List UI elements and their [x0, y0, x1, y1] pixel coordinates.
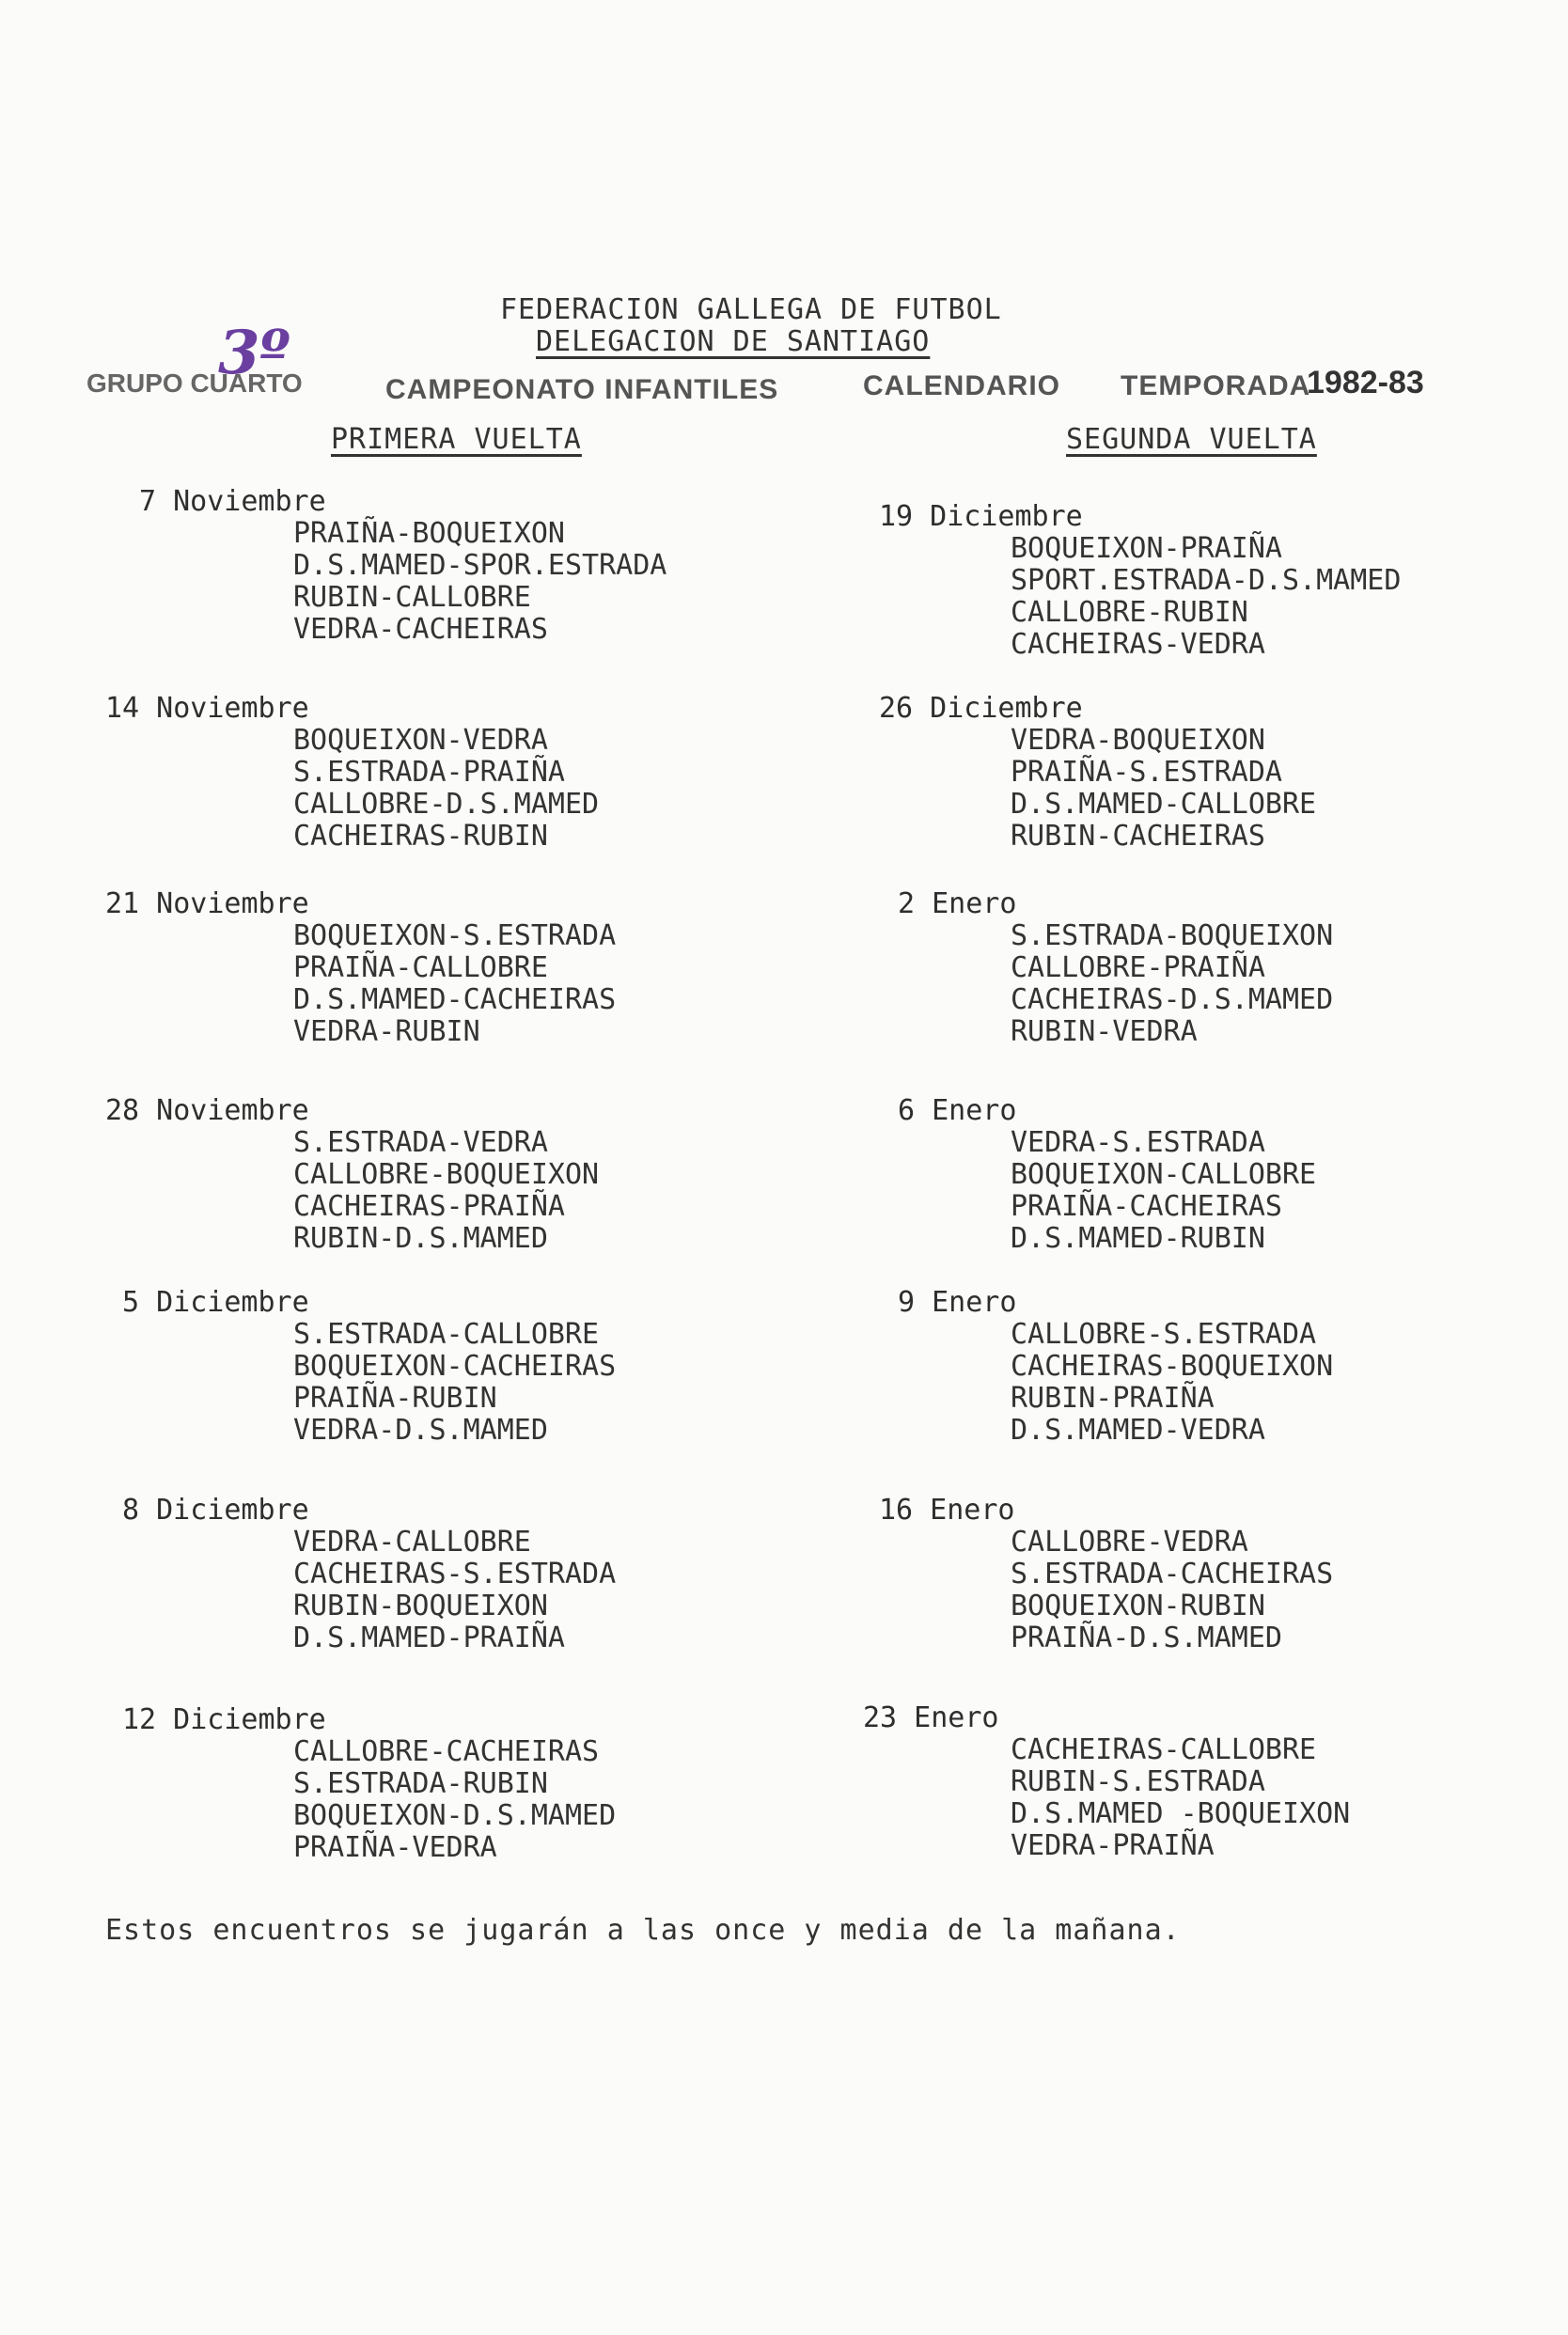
match-list	[293, 1319, 616, 1447]
match-item: RUBIN-S.ESTRADA	[1011, 1765, 1265, 1798]
match-item: RUBIN-VEDRA	[1011, 1015, 1198, 1048]
match-item: PRAIÑA-CALLOBRE	[293, 951, 548, 984]
match-item: D.S.MAMED-CALLOBRE	[1011, 788, 1317, 821]
match-item: BOQUEIXON-RUBIN	[1011, 1590, 1265, 1622]
match-item: RUBIN-CACHEIRAS	[1011, 820, 1265, 853]
match-item: CALLOBRE-BOQUEIXON	[293, 1158, 600, 1191]
match-item: PRAIÑA-BOQUEIXON	[293, 517, 565, 550]
match-item: VEDRA-D.S.MAMED	[293, 1414, 548, 1447]
match-item: D.S.MAMED-SPOR.ESTRADA	[293, 549, 667, 582]
round-date: 19 Diciembre	[879, 500, 1083, 533]
match-item: VEDRA-CALLOBRE	[293, 1526, 531, 1559]
match-item: D.S.MAMED-RUBIN	[1011, 1222, 1265, 1255]
segunda-vuelta-title: SEGUNDA VUELTA	[1066, 423, 1317, 456]
round-date: 14 Noviembre	[105, 692, 309, 725]
match-item: RUBIN-CALLOBRE	[293, 581, 531, 614]
footer-note: Estos encuentros se jugarán a las once y media de la mañana.	[105, 1914, 1181, 1947]
round-date: 16 Enero	[879, 1494, 1015, 1527]
match-item: CACHEIRAS-D.S.MAMED	[1011, 983, 1334, 1016]
match-item: CALLOBRE-PRAIÑA	[1011, 951, 1265, 984]
match-list	[1011, 533, 1401, 661]
round-date: 28 Noviembre	[105, 1094, 309, 1127]
round-date: 26 Diciembre	[879, 692, 1083, 725]
match-list	[293, 518, 666, 646]
round-date: 6 Enero	[898, 1094, 1017, 1127]
primera-vuelta-title: PRIMERA VUELTA	[331, 423, 582, 456]
match-item: PRAIÑA-D.S.MAMED	[1011, 1622, 1282, 1654]
delegation-title: DELEGACION DE SANTIAGO	[536, 325, 931, 358]
match-item: BOQUEIXON-CALLOBRE	[1011, 1158, 1317, 1191]
season-year: 1982-83	[1307, 365, 1424, 400]
match-item: VEDRA-RUBIN	[293, 1015, 480, 1048]
match-item: VEDRA-BOQUEIXON	[1011, 724, 1265, 757]
match-item: SPORT.ESTRADA-D.S.MAMED	[1011, 564, 1402, 597]
round-date: 23 Enero	[863, 1701, 999, 1734]
match-list	[293, 1736, 616, 1864]
match-list	[293, 920, 616, 1048]
match-list	[1011, 1734, 1350, 1862]
match-item: BOQUEIXON-CACHEIRAS	[293, 1350, 617, 1383]
match-list	[293, 1127, 599, 1255]
match-item: PRAIÑA-S.ESTRADA	[1011, 756, 1282, 789]
match-item: BOQUEIXON-VEDRA	[293, 724, 548, 757]
match-item: CACHEIRAS-VEDRA	[1011, 628, 1265, 661]
match-item: CALLOBRE-VEDRA	[1011, 1526, 1248, 1559]
campeonato-stamp: CAMPEONATO INFANTILES	[385, 374, 779, 405]
match-item: D.S.MAMED-CACHEIRAS	[293, 983, 617, 1016]
match-item: S.ESTRADA-RUBIN	[293, 1767, 548, 1800]
match-item: S.ESTRADA-VEDRA	[293, 1126, 548, 1159]
match-item: CACHEIRAS-RUBIN	[293, 820, 548, 853]
match-item: CALLOBRE-RUBIN	[1011, 596, 1248, 629]
match-item: CACHEIRAS-PRAIÑA	[293, 1190, 565, 1223]
round-date: 21 Noviembre	[105, 887, 309, 920]
temporada-stamp: TEMPORADA	[1121, 370, 1311, 401]
match-item: RUBIN-BOQUEIXON	[293, 1590, 548, 1622]
match-item: CALLOBRE-D.S.MAMED	[293, 788, 600, 821]
match-item: D.S.MAMED -BOQUEIXON	[1011, 1797, 1351, 1830]
match-item: CALLOBRE-CACHEIRAS	[293, 1735, 600, 1768]
match-item: S.ESTRADA-CACHEIRAS	[1011, 1558, 1334, 1591]
match-item: PRAIÑA-RUBIN	[293, 1382, 497, 1415]
match-list	[293, 725, 599, 853]
match-item: BOQUEIXON-D.S.MAMED	[293, 1799, 617, 1832]
match-item: RUBIN-PRAIÑA	[1011, 1382, 1215, 1415]
match-list	[1011, 1319, 1333, 1447]
round-date: 2 Enero	[898, 887, 1017, 920]
match-item: PRAIÑA-VEDRA	[293, 1831, 497, 1864]
round-date: 12 Diciembre	[122, 1703, 326, 1736]
match-item: S.ESTRADA-CALLOBRE	[293, 1318, 600, 1351]
match-item: PRAIÑA-CACHEIRAS	[1011, 1190, 1282, 1223]
match-item: CACHEIRAS-BOQUEIXON	[1011, 1350, 1334, 1383]
match-item: RUBIN-D.S.MAMED	[293, 1222, 548, 1255]
handwritten-group-mark: 3º	[218, 318, 290, 388]
match-item: VEDRA-PRAIÑA	[1011, 1829, 1215, 1862]
match-list	[1011, 1127, 1316, 1255]
round-date: 7 Noviembre	[139, 485, 326, 518]
calendario-stamp: CALENDARIO	[863, 370, 1060, 401]
match-item: BOQUEIXON-S.ESTRADA	[293, 919, 617, 952]
match-item: CACHEIRAS-CALLOBRE	[1011, 1733, 1317, 1766]
federation-title: FEDERACION GALLEGA DE FUTBOL	[500, 293, 1002, 326]
match-item: VEDRA-S.ESTRADA	[1011, 1126, 1265, 1159]
match-item: CALLOBRE-S.ESTRADA	[1011, 1318, 1317, 1351]
match-item: D.S.MAMED-VEDRA	[1011, 1414, 1265, 1447]
round-date: 5 Diciembre	[122, 1286, 309, 1319]
match-item: CACHEIRAS-S.ESTRADA	[293, 1558, 617, 1591]
match-item: S.ESTRADA-PRAIÑA	[293, 756, 565, 789]
match-item: VEDRA-CACHEIRAS	[293, 613, 548, 646]
grupo-stamp: GRUPO CUARTO	[86, 368, 303, 398]
match-item: BOQUEIXON-PRAIÑA	[1011, 532, 1282, 565]
round-date: 8 Diciembre	[122, 1494, 309, 1527]
match-list	[1011, 920, 1333, 1048]
match-list	[1011, 1527, 1333, 1654]
match-list	[293, 1527, 616, 1654]
round-date: 9 Enero	[898, 1286, 1017, 1319]
match-item: D.S.MAMED-PRAIÑA	[293, 1622, 565, 1654]
match-list	[1011, 725, 1316, 853]
match-item: S.ESTRADA-BOQUEIXON	[1011, 919, 1334, 952]
